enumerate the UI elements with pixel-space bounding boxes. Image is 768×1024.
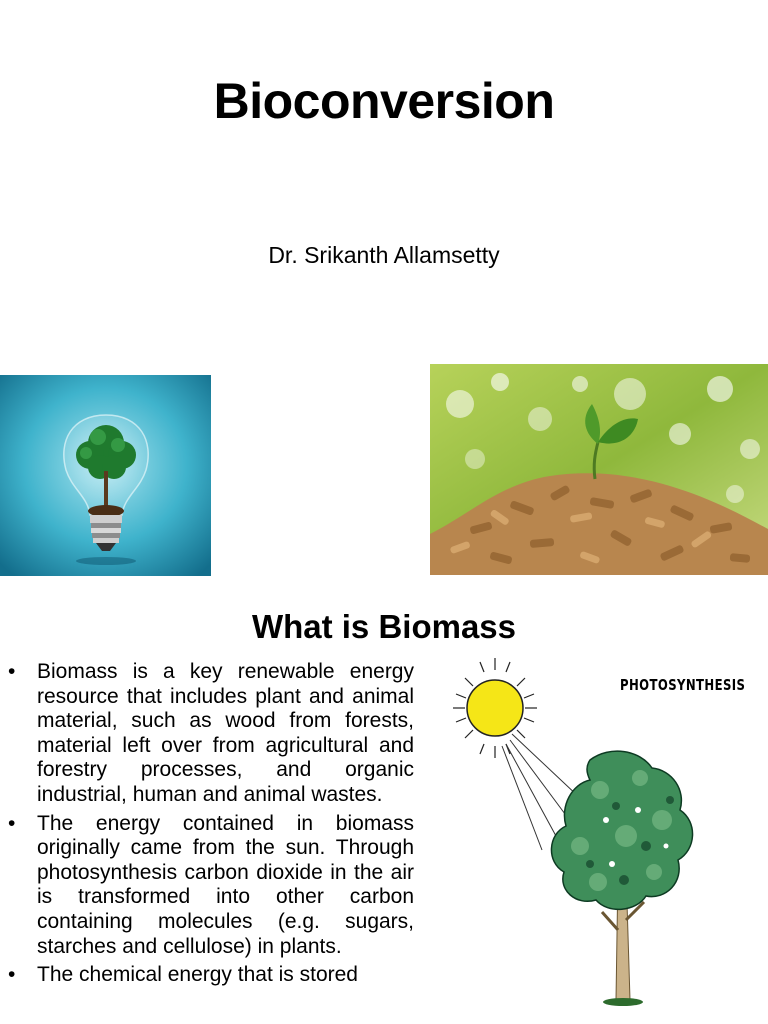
slide-author: Dr. Srikanth Allamsetty xyxy=(268,242,500,268)
bullet-text: The chemical energy that is stored xyxy=(37,963,358,987)
bullet-text: Biomass is a key renewable energy resource that includes plant and animal material, such as wood from forests, material left over from agricultural and forestry processes, and organic industrial, human and animal wastes. xyxy=(37,660,414,806)
diagram-label: PHOTOSYNTHESIS xyxy=(620,676,746,694)
list-item xyxy=(8,963,414,988)
bullet-list xyxy=(8,660,414,992)
photosynthesis-diagram xyxy=(440,650,768,1024)
sun-icon xyxy=(453,658,537,758)
lightbulb-tree-image xyxy=(0,375,211,576)
wood-pellets-sprout-image xyxy=(430,364,768,575)
section-heading: What is Biomass xyxy=(251,608,517,645)
tree-icon xyxy=(551,751,692,1006)
bullet-dot: • xyxy=(8,811,16,835)
bullet-text: The energy contained in biomass originally came from the sun. Through photosynthesis carbon dioxide in the air is transformed into other carbon containing molecules (e.g. sugars, starches and cellulose) in plants. xyxy=(37,811,414,958)
bullet-dot: • xyxy=(8,660,16,683)
list-item xyxy=(8,660,414,808)
slide-title: Bioconversion xyxy=(213,73,555,129)
bullet-dot: • xyxy=(8,963,16,987)
list-item xyxy=(8,812,414,960)
